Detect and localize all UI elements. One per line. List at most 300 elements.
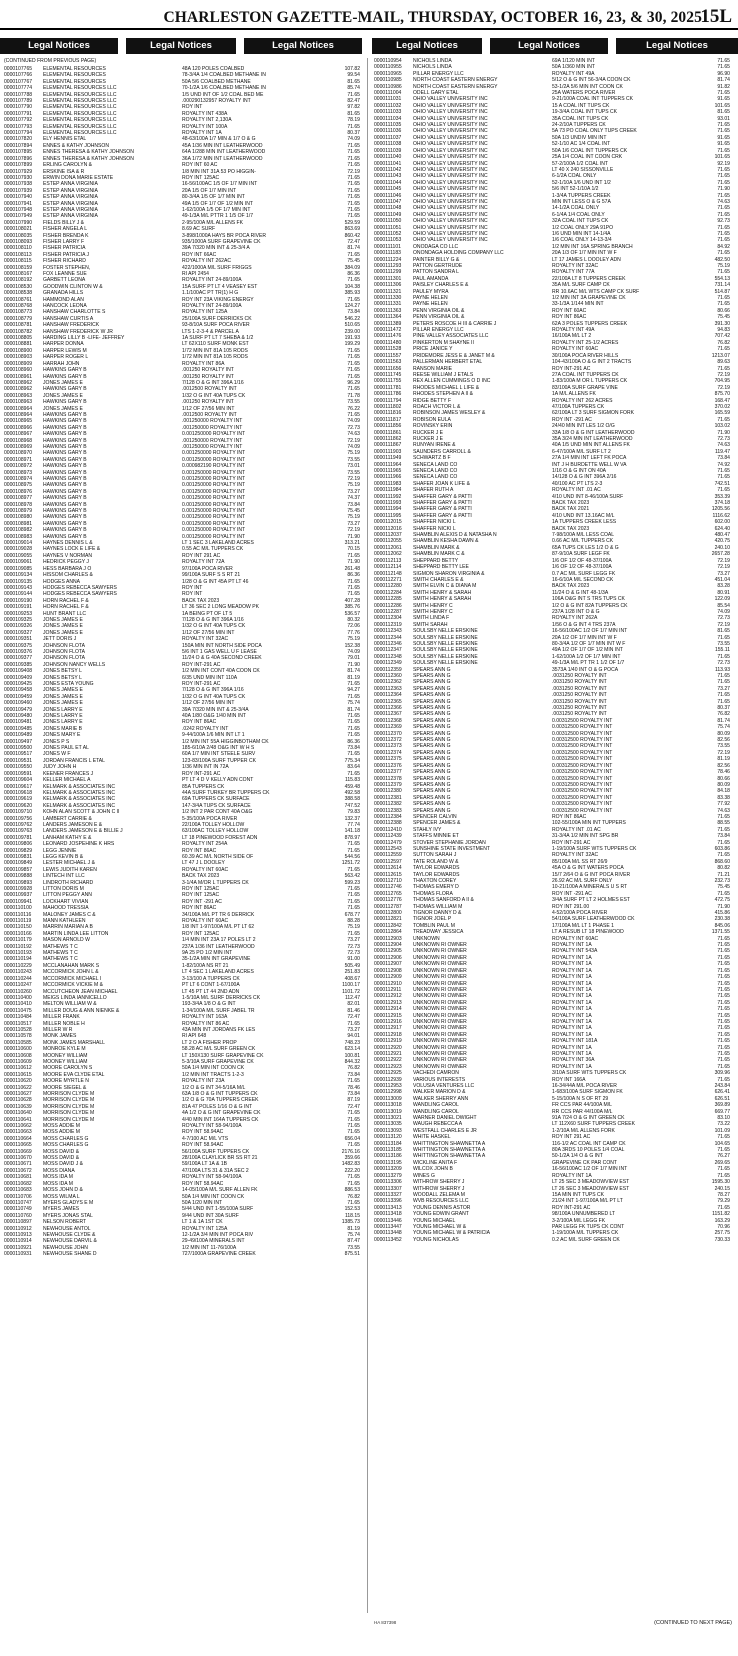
property-description: 45A O & G INT WATERS POCA	[552, 865, 624, 872]
owner-name: OHIO VALLEY UNIVERSITY INC	[413, 128, 488, 135]
amount-due: 71.65	[717, 839, 730, 846]
property-description: 20A 1/3 OF 1/7 MIN INT W F	[552, 250, 617, 257]
amount-due: 385.76	[344, 604, 360, 611]
property-description: 0.00312500 ROYALTY INT	[552, 756, 613, 763]
property-description: ROY INT	[182, 104, 203, 111]
owner-name: JORDAN FRANCIS L ETAL	[43, 757, 105, 764]
owner-name: UNKNOWN RI OWNER	[413, 948, 467, 955]
amount-due: 73.27	[347, 488, 360, 495]
property-description: 16-6/10A M/L SECOND CK	[552, 576, 614, 583]
parcel-id: 0000111966	[374, 474, 402, 481]
amount-due: 81.19	[717, 756, 730, 763]
parcel-id: 0000108962	[4, 386, 33, 393]
amount-due: 240.15	[714, 1185, 730, 1192]
property-description: ROYALTY INT 1A	[552, 993, 592, 1000]
parcel-id: 0000110965	[374, 70, 402, 77]
parcel-id: 0000112907	[374, 961, 402, 968]
owner-name: PILLAR ENERGY LLC	[413, 70, 464, 77]
property-description: ROYALTY INT 1A	[552, 1025, 592, 1032]
parcel-id: 0000112369	[374, 724, 402, 731]
property-description: 16-56/100AC 1/5 OF 1/7 MIN INT	[182, 181, 258, 188]
property-description: 63/100AC TOLLEY HOLLOW	[182, 828, 249, 835]
property-description: ROY INT 125AC	[182, 930, 220, 937]
property-description: ROY INT	[182, 584, 203, 591]
parcel-id: 0000111363	[374, 307, 402, 314]
amount-due: 71.65	[347, 213, 360, 220]
parcel-id: 0000112913	[374, 999, 402, 1006]
property-description: 3/4A SURF PT LT 2 HOLMES EST	[552, 897, 630, 904]
owner-name: PAYNE HELEN	[413, 295, 448, 302]
property-description: ROYALTY INT 1A	[552, 986, 592, 993]
amount-due: 71.65	[717, 468, 730, 474]
owner-name: ENNES & KATHY JOHNSON	[43, 142, 109, 149]
amount-due: 71.65	[717, 673, 730, 679]
parcel-id: 0000109857	[4, 866, 33, 873]
property-description: 0.000982190 ROYALTY INT	[182, 463, 246, 470]
property-description: 0.001250000 ROYALTY INT	[182, 431, 246, 438]
property-description: 4/10 UND INT 8-46/100A SURF	[552, 493, 624, 500]
amount-due: 603.86	[714, 845, 730, 852]
parcel-id: 0000112373	[374, 743, 402, 750]
owner-name: MOSS DAVID &	[43, 1155, 80, 1162]
amount-due: 71.90	[717, 186, 730, 193]
amount-due: 1385.73	[341, 1219, 360, 1226]
property-description: LT 18 PINEWOOD FOREST ADN	[182, 834, 258, 841]
parcel-id: 0000112271	[374, 576, 402, 583]
property-description: 0.001250000 ROYALTY INT	[182, 469, 246, 476]
property-description: LT 17 JAMES L DOOLEY ADN	[552, 256, 621, 263]
parcel-id: 0000111293	[374, 263, 402, 269]
amount-due: 71.65	[347, 1180, 360, 1187]
property-description: .0031250 ROYALTY INT	[552, 698, 607, 705]
amount-due: 72.47	[347, 1103, 360, 1110]
owner-name: JONES ESTA YOUNG	[43, 681, 94, 687]
property-description: 50A 1/4 MIN INT COON CK	[182, 1193, 245, 1200]
parcel-id: 0000112347	[374, 647, 402, 654]
property-description: 62/100A LT 3 SURF SIGMON FORK	[552, 410, 634, 417]
property-description: ROYALTY INT 181A	[552, 1038, 598, 1045]
owner-name: JONES MARY E	[43, 732, 81, 739]
parcel-id: 0000111301	[374, 275, 402, 282]
owner-name: UNKNOWN RI OWNER	[413, 1006, 467, 1013]
parcel-id: 0000109781	[4, 834, 33, 841]
owner-name: ROBINSON JAMES WESLEY &	[413, 410, 486, 417]
property-description: ROYALTY INT 1A	[552, 942, 592, 949]
parcel-id: 0000108909	[4, 360, 33, 367]
amount-due: 73.27	[717, 685, 730, 692]
parcel-id: 0000111004	[374, 90, 402, 97]
property-description: ROY INT 58.94AC	[182, 1129, 224, 1136]
amount-due: 71.65	[717, 128, 730, 135]
parcel-id: 0000111949	[374, 455, 402, 462]
owner-name: PENN VIRGINIA OIL &	[413, 314, 465, 321]
amount-due: 546.22	[344, 315, 360, 322]
property-description: 193-3/4A 1/8 O & G INT	[182, 1001, 236, 1008]
parcel-id: 0000110672	[4, 1167, 32, 1174]
amount-due: 163.29	[714, 1217, 730, 1224]
parcel-id: 0000109928	[4, 886, 33, 892]
property-description: 53-1/2A 5/6 MIN INT COON CK	[552, 83, 623, 90]
amount-due: 1205.56	[711, 506, 730, 513]
property-description: 0.00312500 ROYALTY INT	[552, 794, 613, 801]
amount-due: 73.84	[347, 501, 360, 508]
property-description: 91A 7/24 O & G INT GREEN CK	[552, 1115, 625, 1122]
parcel-id: 0000113446	[374, 1217, 402, 1224]
property-description: 1-34/100A M/L SURF JABEL TR	[182, 1007, 255, 1014]
amount-due: 71.65	[347, 181, 360, 188]
amount-due: 75.45	[717, 884, 730, 891]
owner-name: FISHER RICHARD	[43, 258, 86, 265]
owner-name: JOHNSON FLOTA	[43, 648, 85, 655]
parcel-id: 0000110179	[4, 937, 32, 944]
property-description: ROYALTY INT 1A	[552, 999, 592, 1006]
amount-due: 71.65	[717, 1147, 730, 1154]
amount-due: 77.92	[717, 801, 730, 808]
owner-name: TAYLOR EDWARDS	[413, 871, 460, 878]
parcel-id: 0000112113	[374, 557, 402, 564]
parcel-id: 0000110600	[4, 1046, 32, 1053]
owner-name: SPEARS ANN G	[413, 666, 451, 673]
owner-name: HAWKINS GARY B	[43, 501, 87, 508]
owner-name: MILLER FRANK	[43, 1014, 80, 1021]
property-description: 5/6 INT 52-1/10A 1/2	[552, 186, 599, 193]
property-description: ROYALTY INT 125A	[182, 1225, 228, 1232]
property-description: LT A RESUB LT 18 PINEWOOD	[552, 929, 624, 936]
owner-name: OHIO VALLEY UNIVERSITY INC	[413, 205, 488, 212]
parcel-id: 0000112366	[374, 705, 402, 712]
amount-due: 71.65	[717, 948, 730, 955]
owner-name: SPEARS ANN G	[413, 679, 451, 686]
amount-due: 80.32	[347, 616, 360, 623]
owner-name: MOSS DIANA	[43, 1167, 75, 1174]
parcel-id: 0000109253	[4, 610, 33, 617]
owner-name: RUCKER J E	[413, 429, 444, 436]
property-description: ROYALTY INT 36A	[552, 1057, 595, 1064]
property-description: LT 47 J L DOOLEY	[182, 860, 225, 867]
property-description: 1-5/10A M/L SURF DERRICKS CK	[182, 994, 261, 1001]
amount-due: 81.74	[717, 717, 730, 724]
owner-name: JUDY JOHN H	[43, 764, 77, 771]
parcel-id: 0000108964	[4, 411, 33, 418]
parcel-id: 0000109620	[4, 802, 33, 809]
owner-name: WOODALL ZELEMA M	[413, 1191, 465, 1198]
property-description: .001250 ROYALTY INT	[182, 399, 234, 406]
parcel-id: 0000109326	[4, 623, 33, 630]
parcel-id: 0000108903	[4, 354, 33, 361]
owner-name: UNKNOWN RI OWNER	[413, 1057, 467, 1064]
parcel-id: 0000110641	[4, 1116, 32, 1123]
parcel-id: 0000112916	[374, 1018, 402, 1025]
property-description: 727/1000A GRAPEVINE CREEK	[182, 1251, 256, 1258]
owner-name: SHAFFER GARY & PATTI	[413, 506, 472, 513]
property-description: 28/100A CLAYLICK BR SS RT 21	[182, 1155, 258, 1162]
property-description: 2-95/100A M/L ALLENS FK	[182, 219, 243, 226]
parcel-id: 0000111321	[374, 288, 402, 295]
owner-name: ONONDAGA HOLDING COMPANY LLC	[413, 250, 504, 257]
property-description: 45A 1/36 MIN INT LEATHERWOOD	[182, 142, 263, 149]
amount-due: 704.95	[714, 378, 730, 385]
amount-due: 71.65	[717, 653, 730, 660]
parcel-id: 0000110954	[374, 58, 402, 64]
amount-due: 71.65	[347, 584, 360, 591]
amount-due: 76.82	[347, 1193, 360, 1200]
parcel-id: 0000111389	[374, 320, 402, 327]
parcel-id: 0000112372	[374, 737, 402, 744]
owner-name: OHIO VALLEY UNIVERSITY INC	[413, 141, 488, 148]
parcel-id: 0000111794	[374, 397, 402, 404]
amount-due: 132.37	[344, 815, 360, 822]
amount-due: 88.55	[717, 820, 730, 827]
amount-due: 71.65	[717, 487, 730, 494]
owner-name: PILLAR ENERGY LLC	[413, 327, 464, 334]
parcel-id: 0000112344	[374, 634, 402, 641]
amount-due: 71.65	[347, 552, 360, 559]
amount-due: 71.65	[347, 841, 360, 848]
owner-name: OHIO VALLEY UNIVERSITY INC	[413, 230, 488, 237]
parcel-id: 0000109408	[4, 668, 33, 675]
property-description: RR 10.6AC M/L WTS CAMP CK SURF	[552, 288, 640, 295]
parcel-id: 0000110663	[4, 1129, 32, 1136]
owner-name: GRANADA HILLS	[43, 290, 84, 297]
parcel-id: 0000112285	[374, 596, 402, 603]
property-description: 4A 1/2 O & G INT GRAPEVINE CK	[182, 1110, 261, 1117]
parcel-id: 0000109831	[4, 853, 33, 860]
parcel-id: 0000108975	[4, 482, 33, 489]
property-description: ROYALTY INT 1A	[552, 1006, 592, 1013]
parcel-id: 0000110670	[4, 1155, 32, 1162]
amount-due: 91.65	[717, 141, 730, 148]
parcel-id: 0000112378	[374, 775, 402, 782]
property-description: 1.1/100AC PT TR(1) H G	[182, 290, 239, 297]
amount-due: 71.65	[347, 847, 360, 854]
amount-due: 71.65	[347, 866, 360, 873]
parcel-id: 0000111033	[374, 109, 402, 116]
property-description: .001250000 ROYALTY INT	[182, 418, 243, 425]
property-description: 1/6 COAL ONLY 14-13-3/4	[552, 237, 612, 244]
property-description: ROYALTY INT 1A	[552, 1050, 592, 1057]
owner-name: HESS BARBARA J O	[43, 565, 92, 572]
parcel-id: 0000112037	[374, 532, 402, 539]
parcel-id: 0000112919	[374, 1038, 402, 1045]
amount-due: 71.65	[717, 1076, 730, 1083]
owner-name: HORN RACHEL F &	[43, 604, 89, 611]
parcel-id: 0000112909	[374, 974, 402, 981]
owner-name: UNKNOWN RI OWNER	[413, 1018, 467, 1025]
amount-due: 72.73	[717, 615, 730, 622]
property-description: 1-3/4A TUPPERS CREEK	[552, 192, 611, 199]
property-description: ROY INT-291 AC	[182, 681, 221, 687]
owner-name: MOSS IDA M	[43, 1180, 74, 1187]
property-description: 4/40 MIN INT 164A TUPPERS CK	[182, 1116, 259, 1123]
property-description: 44A SURF TURKEY BR TUPPERS CK	[182, 789, 270, 796]
parcel-id: 0000109085	[4, 565, 33, 572]
amount-due: 71.65	[717, 852, 730, 859]
parcel-id: 0000108978	[4, 501, 33, 508]
parcel-id: 0000107794	[4, 130, 33, 137]
parcel-id: 0000108530	[4, 283, 33, 290]
property-description: 1/2 O & G INT 82A TUPPERS CK	[552, 602, 628, 609]
owner-name: YOUNG MICHAEL W & PATRICIA	[413, 1230, 491, 1237]
owner-name: PAINTER BILLY G &	[413, 256, 460, 263]
owner-name: SENECA LAND CO	[413, 461, 458, 468]
property-description: 1A SURF PT LT 7 SHEBA & 1/2	[182, 335, 254, 342]
parcel-id: 0000110166	[4, 930, 32, 937]
amount-due: 124.27	[344, 303, 360, 310]
parcel-id: 0000112903	[374, 935, 402, 942]
parcel-id: 0000112918	[374, 1031, 402, 1038]
owner-name: LAMBERT CARRIE &	[43, 815, 92, 822]
property-description: .001250000 ROYALTY INT	[182, 443, 243, 450]
owner-name: FOX LEANNE SUE	[43, 271, 87, 277]
parcel-id: 0000112765	[374, 890, 402, 897]
amount-due: 656.04	[344, 1135, 360, 1142]
amount-due: 85.54	[717, 602, 730, 609]
owner-name: HORN RACHEL F &	[43, 597, 89, 604]
owner-name: GOODWIN CLINTON W &	[43, 283, 103, 290]
amount-due: 602.00	[714, 519, 730, 526]
property-description: ROYALTY INT 58-94/100A	[182, 1123, 242, 1130]
amount-due: 75.74	[717, 724, 730, 731]
parcel-id: 0000111802	[374, 403, 402, 410]
property-description: 85A TUPPERS CK	[182, 783, 225, 790]
owner-name: SHAFFER GARY & PATTI	[413, 500, 472, 507]
amount-due: 472.75	[714, 897, 730, 904]
owner-name: NEWHOUSE SHANE D	[43, 1251, 97, 1258]
property-description: 0.00312500 ROYALTY INT	[552, 788, 613, 795]
parcel-id: 0000112787	[374, 903, 402, 910]
parcel-id: 0000111867	[374, 442, 402, 449]
property-description: LT 1 SEC 3 LAKELAND ACRES	[182, 540, 254, 547]
property-description: 1-2/10A M/L ALLENS FORK	[552, 1127, 615, 1134]
property-description: ROY INT 23A VIKING ENERGY	[182, 296, 254, 303]
property-description: ROY INT 291 AC	[552, 1134, 591, 1141]
property-description: 57-2/100A 1/2 COAL INT	[552, 160, 608, 167]
property-description: 16-56/100AC 1/2 OF 1/7 MIN INT	[552, 1166, 628, 1173]
amount-due: 1151.82	[712, 1211, 730, 1218]
property-description: 1A BEING PT OF LT 5	[182, 610, 233, 617]
amount-due: 71.65	[717, 1050, 730, 1057]
amount-due: 73.84	[347, 1091, 360, 1097]
owner-name: ELEMENTAL RESOURCES LLC	[43, 98, 117, 105]
property-description: FR CCS PAR 44/100A M/L	[552, 1102, 612, 1109]
owner-name: FISHER LARRY F	[43, 238, 85, 245]
owner-name: OHIO VALLEY UNIVERSITY INC	[413, 186, 488, 193]
owner-name: ENNES THERESA & KATHY JOHNSON	[43, 155, 134, 162]
parcel-id: 0000112439	[374, 833, 402, 840]
parcel-id: 0000109849	[4, 860, 33, 867]
parcel-id: 0000111816	[374, 410, 402, 417]
amount-due: 72.47	[347, 238, 360, 245]
amount-due: 71.65	[347, 1116, 360, 1123]
amount-due: 71.65	[347, 277, 360, 284]
property-description: ROYALTY INT 254A	[182, 841, 228, 848]
owner-name: WALKER MARION D &	[413, 1089, 466, 1096]
parcel-id: 0000113418	[374, 1211, 402, 1218]
parcel-id: 0000111557	[374, 352, 402, 359]
owner-name: THAXTON COREY	[413, 878, 457, 884]
parcel-id: 0000112842	[374, 922, 402, 929]
owner-name: HEDRICK PEGGY J	[43, 559, 89, 566]
amount-due: 71.65	[347, 1123, 360, 1130]
property-description: ROY INT-291 AC	[182, 770, 221, 777]
property-description: 43A MIN INT JORDANS FK LES	[182, 1026, 256, 1033]
property-description: 0.00312500 ROYALTY INT	[552, 749, 613, 756]
owner-name: OHIO VALLEY UNIVERSITY INC	[413, 102, 488, 109]
amount-due: 71.65	[347, 591, 360, 598]
property-description: 1A M/L ALLENS FK	[552, 391, 596, 398]
owner-name: ELEMENTAL RESOURCES	[43, 78, 106, 85]
amount-due: 76.82	[347, 1065, 360, 1072]
property-description: LT 26 SEC 3 MEADOWVIEW EST	[552, 1185, 630, 1192]
amount-due: 92.19	[717, 160, 730, 167]
owner-name: ESTEP ANNA VIRGINIA	[43, 200, 98, 207]
owner-name: OHIO VALLEY UNIVERSITY INC	[413, 237, 488, 244]
amount-due: 536.57	[344, 610, 360, 617]
owner-name: PATTON SANDRA L	[413, 269, 459, 276]
owner-name: PAUL AMANDA	[413, 275, 449, 282]
property-description: ROY INT-291 AC	[552, 365, 591, 372]
owner-name: HISSOM CHARLES &	[43, 572, 93, 579]
amount-due: 80.66	[717, 775, 730, 782]
parcel-id: 0000112383	[374, 807, 402, 814]
owner-name: OHIO VALLEY UNIVERSITY INC	[413, 160, 488, 167]
owner-name: JONES BETSY L	[43, 674, 82, 681]
owner-name: MCCUTCHEON JEAN MICHAEL	[43, 988, 118, 995]
parcel-id: 0000111183	[374, 250, 401, 257]
owner-name: LANHAM KATHY E &	[43, 834, 92, 841]
amount-due: 81.65	[717, 109, 730, 116]
amount-due: 81.46	[347, 1007, 360, 1014]
amount-due: 71.65	[347, 751, 360, 758]
parcel-id: 0000108110	[4, 245, 32, 252]
parcel-id: 0000108035	[4, 232, 33, 239]
amount-due: 71.65	[347, 1078, 360, 1085]
parcel-id: 0000110609	[4, 1058, 32, 1065]
owner-name: ESTEP ANNA VIRGINIA	[43, 181, 98, 188]
owner-name: ELEMENTAL RESOURCES LLC	[43, 117, 117, 124]
owner-name: LANDERS JAMESON E & BILLIE J	[43, 828, 123, 835]
amount-due: 81.74	[347, 245, 360, 252]
property-description: ROYALTY INT 32AC	[552, 263, 599, 269]
owner-name: HAWKINS GARY B	[43, 495, 87, 502]
parcel-id: 0000107767	[4, 78, 33, 85]
owner-name: JONES JAMES E	[43, 687, 83, 694]
owner-name: TOMBLIN PAUL M	[413, 922, 455, 929]
parcel-id: 0000109055	[4, 552, 33, 559]
parcel-id: 0000111051	[374, 224, 402, 231]
amount-due: 74.92	[717, 461, 730, 468]
parcel-id: 0000111992	[374, 493, 402, 500]
parcel-id: 0000111817	[374, 416, 402, 423]
parcel-id: 0000109497	[4, 738, 33, 745]
parcel-id: 0000113093	[374, 1127, 402, 1134]
property-description: 78-3/4A 1/4 COALBED METHANE IN	[182, 72, 266, 79]
parcel-id: 0000111528	[374, 346, 402, 353]
section-bar: Legal Notices	[244, 38, 362, 54]
owner-name: FIELDS BILLY J &	[43, 219, 85, 226]
amount-due: 71.65	[347, 373, 360, 380]
amount-due: 73.55	[347, 1244, 360, 1251]
amount-due: 71.65	[717, 1134, 730, 1141]
amount-due: 72.19	[717, 557, 730, 564]
property-description: ROYALTY INT 60AC	[182, 918, 229, 925]
property-description: 104-43/100A O & G INT 2 TRACTS	[552, 359, 632, 366]
parcel-id: 0000113413	[374, 1204, 402, 1211]
amount-due: 71.65	[717, 1063, 730, 1070]
owner-name: OHIO VALLEY UNIVERSITY INC	[413, 122, 488, 129]
parcel-id: 0000113009	[374, 1095, 402, 1102]
owner-name: SPEARS ANN G	[413, 756, 451, 763]
